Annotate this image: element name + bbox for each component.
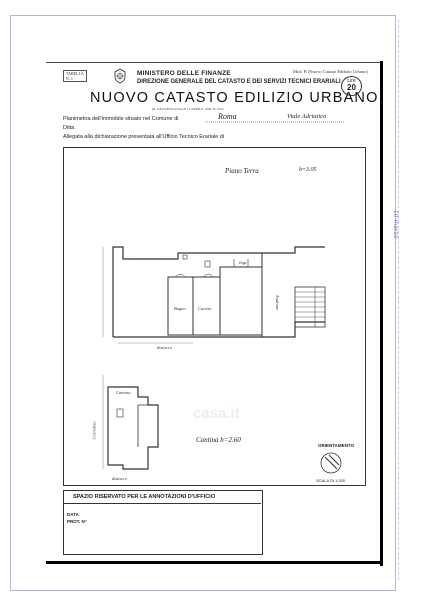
room-androne: Androne [275, 294, 281, 311]
ditta-label: Ditta [63, 125, 75, 131]
comune-underline [205, 121, 345, 123]
decree-reference: (R. DECRETO-LEGGE 13 APRILE 1939, N. 652) [152, 107, 224, 111]
direzione-heading: DIREZIONE GENERALE DEL CATASTO E DEI SERVIZI TECNICI ERARIALI [137, 78, 341, 85]
state-emblem-icon [113, 68, 127, 84]
watermark: casa.it [193, 405, 240, 422]
via-value: Viale Adriatico [287, 113, 327, 120]
comune-value: Roma [218, 112, 237, 121]
planimetria-label: Planimetria dell'immobile situato nel Comune di [63, 116, 179, 122]
street-label: distacco [157, 345, 172, 350]
annotations-rule [63, 503, 261, 504]
corridoio-label: Corridoio [91, 421, 97, 440]
allegata-label: Allegata alla dichiarazione presentata all'Ufficio Tecnico Erariale di [63, 134, 225, 140]
cantina-label: Cantina h=2.60 [196, 436, 241, 444]
ministero-heading: MINISTERO DELLE FINANZE [137, 70, 231, 77]
prot-label: PROT. N° [67, 519, 87, 524]
sheet-shadow-right [380, 61, 383, 566]
orientamento-label: ORIENTAMENTO [318, 443, 355, 448]
top-rule [46, 62, 380, 63]
floor-height: h=3.05 [299, 167, 317, 173]
room-cucina: Cucina [198, 306, 211, 311]
tabella-box: TABELLA N. 1 [63, 70, 87, 82]
fee-stamp: Lire 20 [341, 76, 362, 96]
room-bagno: Bagno [174, 306, 186, 311]
room-ingresso: Ingr. [239, 260, 248, 265]
sheet-shadow-bottom [46, 561, 383, 564]
distacco-label: distacco [112, 476, 127, 481]
page-title: NUOVO CATASTO EDILIZIO URBANO [90, 90, 379, 106]
scale-label: SCALA DI 1:200 [316, 478, 346, 483]
floor-plan-drawing [63, 147, 364, 484]
margin-guide [398, 20, 400, 580]
form-model: Mod. B (Nuovo Catasto Edilizio Urbano) [293, 69, 368, 74]
annotations-title: SPAZIO RISERVATO PER LE ANNOTAZIONI D'UFFICIO [73, 494, 215, 500]
data-label: DATA [67, 512, 79, 517]
side-note: 10 marzo [392, 210, 398, 240]
floor-label: Piano Terra [225, 167, 259, 175]
cantina-small-label: Cantina [116, 390, 131, 395]
